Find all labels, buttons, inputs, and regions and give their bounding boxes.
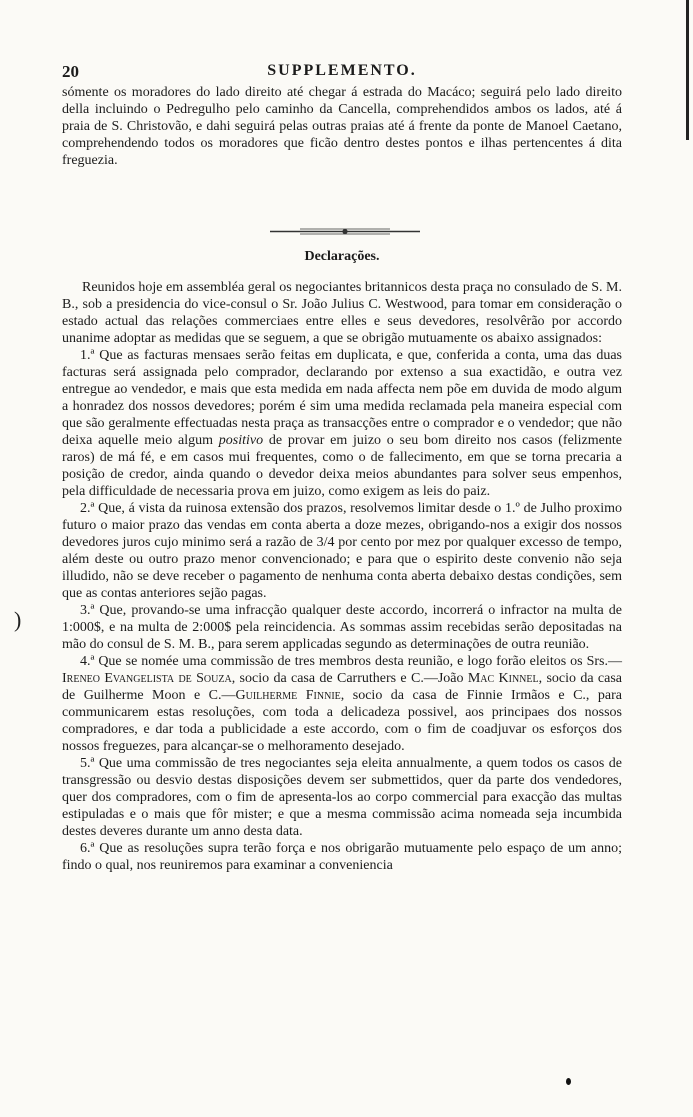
item-4-name-2: Mac Kinnel: [467, 671, 539, 686]
margin-mark: ): [14, 607, 22, 632]
item-1-text-a: 1.ª Que as facturas mensaes serão feitas em duplicata, e que, conferida a conta, uma das duas facturas será assignada pelo comprador, declarando por extenso a sua exactidão, e outra vez entregue ao vendedor, e mais que esta medida em nada affecta nem põe em duvida de modo algum a honradez dos nossos devedores; porém é sim uma medida reclamada pela maneira especial com que são geralmente effectuadas nesta praça as transacções entre o comprador e o vendedor; que não deixa aquelle meio algum: [62, 348, 622, 448]
item-2: 2.ª Que, á vista da ruinosa extensão dos prazos, resolvemos limitar desde o 1.º de Julho proximo futuro o maior prazo das vendas em conta aberta a doze mezes, obrigando-nos a exigir dos nossos devedores juros cujo minimo será a razão de 3/4 por cento por mez por qualquer excesso de tempo, além deste ou outro prazo menor convencionado; e para que o espirito deste convenio não seja illudido, não se deve receber o pagamento de nenhuma conta aberta debaixo destas condições, sem que as contas anteriores sejão pagas.: [62, 501, 622, 601]
item-4-name-3: Guilherme Finnie: [235, 688, 341, 703]
opening-paragraph: sómente os moradores do lado direito até chegar á estrada do Macáco; seguirá pelo lado direito della incluindo o Pedregulho pelo caminho da Cancella, comprehendidos ambos os lados, até á praia de S. Christovão, e dahi seguirá pelas outras praias até á frente da ponte de Manoel Caetano, comprehendendo todos os moradores que ficão dentro destes pontos e ilhas pertencentes á dita freguezia.: [62, 85, 622, 168]
item-4-name-1: Ireneo Evangelista de Souza: [62, 671, 232, 686]
item-4-text-a: 4.ª Que se nomée uma commissão de tres membros desta reunião, e logo forão eleitos os Srs.—: [80, 654, 622, 669]
item-4-text-b: , socio da casa de Carruthers e C.—João: [231, 671, 464, 686]
item-1-text-b: de provar em juizo o seu bom direito nos casos (felizmente raros) de má fé, e em casos mui frequentes, como o de fallecimento, em que se torna precaria a posição de credor, ainda quando o devedor deixa meios abundantes para solver seus empenhos, pela difficuldade de necessaria prova em juizo, como exigem as leis do paiz.: [62, 433, 622, 499]
item-1-italic-word: positivo: [218, 433, 264, 448]
page-header: [62, 62, 622, 84]
intro-paragraph: Reunidos hoje em assembléa geral os negociantes britannicos desta praça no consulado de S. M. B., sob a presidencia do vice-consul o Sr. João Julius C. Westwood, para tomar em consideração o estado actual das relações commerciaes entre elles e seus devedores, resolvêrão por accordo unanime adoptar as medidas que se seguem, a que se obrigão mutuamente os abaixo assignados:: [62, 280, 622, 346]
section-heading: Declarações.: [304, 249, 380, 264]
item-4-text-d: , socio da casa de Finnie Irmãos e C., para communicarem estas resoluções, com toda a delicadeza possivel, aos principaes dos nossos compradores, e dar toda a publicidade a este accordo, com o fim de coadjuvar os esforços dos nossos freguezes, para alcançar-se o melhoramento desejado.: [62, 688, 622, 754]
declarations-body: [62, 279, 622, 874]
ink-speck: [566, 1078, 571, 1085]
running-title: SUPPLEMENTO.: [267, 62, 417, 79]
item-3: 3.ª Que, provando-se uma infracção qualquer deste accordo, incorrerá o infractor na multa de 1:000$, e na multa de 2:000$ pela reincidencia. As sommas assim recebidas serão depositadas na mão do consul de S. M. B., para serem applicadas segundo as determinações de outra reunião.: [62, 603, 622, 652]
item-4-text-c: , socio da casa de Guilherme Moon e C.—: [62, 671, 623, 703]
item-6: 6.ª Que as resoluções supra terão força e nos obrigarão mutuamente pelo espaço de um anno; findo o qual, nos reuniremos para examinar a conveniencia: [62, 841, 622, 873]
page-edge-rule: [686, 0, 689, 140]
item-1: [62, 347, 622, 500]
item-4: [62, 653, 622, 755]
item-5: 5.ª Que uma commissão de tres negociantes seja eleita annualmente, a quem todos os casos de transgressão ou desvio destas disposições devem ser submettidos, quer da parte dos vendedores, quer dos compradores, com o fim de apresenta-los ao corpo commercial para exacção das multas estipuladas e o mais que fôr mister; e que a mesma commissão acima nomeada seja incumbida destes deveres durante um anno desta data.: [62, 756, 622, 839]
page-number: 20: [62, 62, 79, 81]
ornamental-divider: [270, 227, 420, 236]
